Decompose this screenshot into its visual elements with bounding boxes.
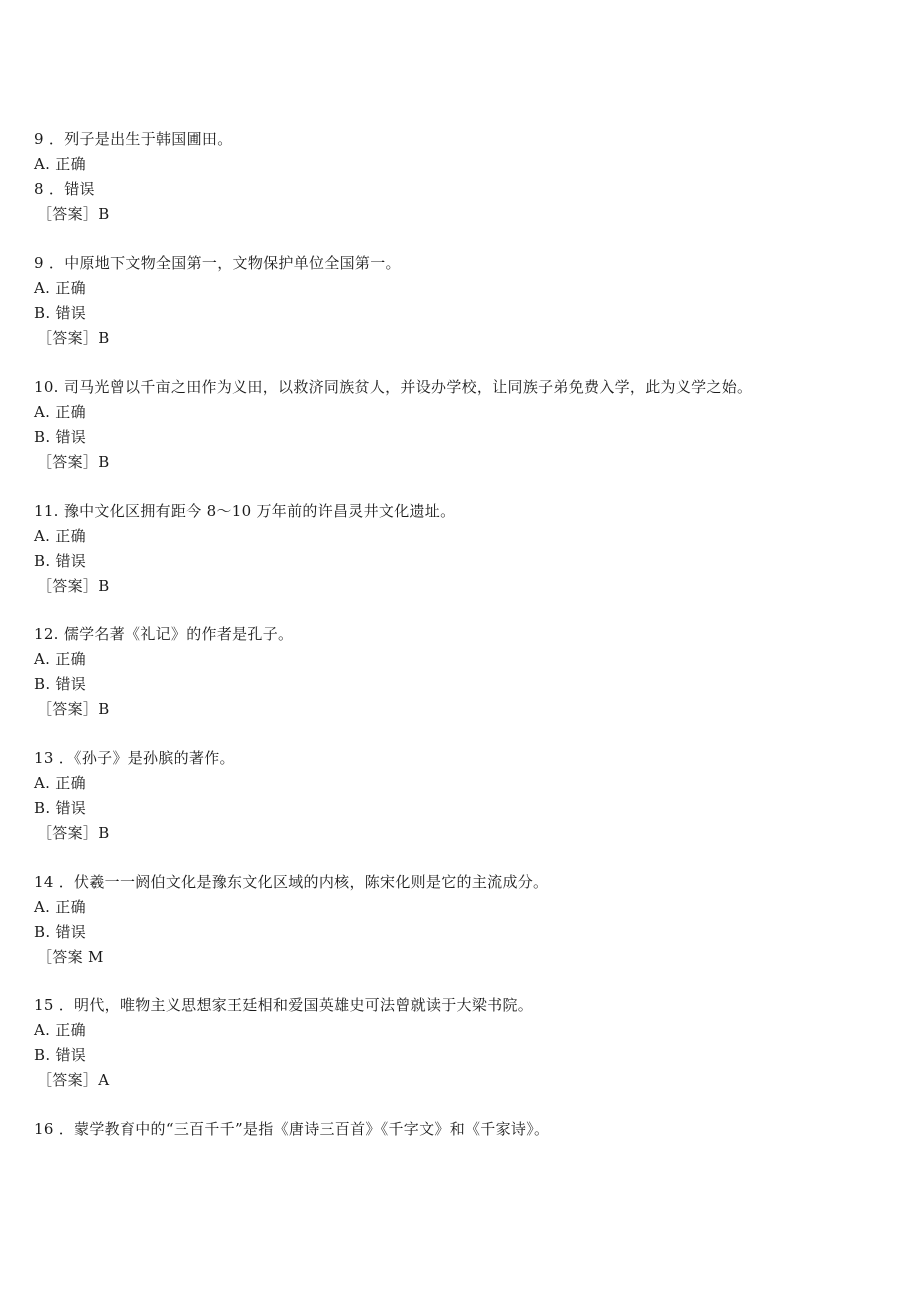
question-block [34,870,894,970]
answer-text: ［答案］B [37,205,110,223]
option-b: B. 错误 [34,304,87,322]
option-a: A. 正确 [34,898,86,916]
question-text: 16 ．蒙学教育中的“三百千千”是指《唐诗三百首》《千字文》和《千家诗》。 [34,1120,550,1138]
answer-text: ［答案］B [37,453,110,471]
question-text: 11. 豫中文化区拥有距今 8～10 万年前的许昌灵井文化遗址。 [34,502,456,520]
option-b: B. 错误 [34,1046,87,1064]
question-block [34,746,894,846]
option-a: A. 正确 [34,650,86,668]
option-a: A. 正确 [34,527,86,545]
question-text: 9 ．列子是出生于韩国圃田。 [34,130,233,148]
answer-text: ［答案 M [37,948,104,966]
option-a: A. 正确 [34,774,86,792]
question-text: 12. 儒学名著《礼记》的作者是孔子。 [34,625,294,643]
question-text: 15 ．明代，唯物主义思想家王廷相和爱国英雄史可法曾就读于大梁书院。 [34,996,534,1014]
option-a: A. 正确 [34,279,86,297]
option-b: B. 错误 [34,923,87,941]
option-b: B. 错误 [34,552,87,570]
question-text: 14 ．伏羲一一阏伯文化是豫东文化区域的内核，陈宋化则是它的主流成分。 [34,873,549,891]
question-block [34,1117,894,1142]
option-a: A. 正确 [34,403,86,421]
question-block [34,251,894,351]
option-b: B. 错误 [34,428,87,446]
question-text: 10. 司马光曾以千亩之田作为义田，以救济同族贫人，并设办学校，让同族子弟免费入学，此为义学之始。 [34,378,753,396]
option-a: A. 正确 [34,1021,86,1039]
answer-text: ［答案］B [37,577,110,595]
question-block [34,993,894,1093]
answer-text: ［答案］B [37,824,110,842]
option-a: A. 正确 [34,155,86,173]
question-block [34,622,894,722]
answer-text: ［答案］B [37,329,110,347]
question-block [34,375,894,475]
question-text: 13 ．《孙子》是孙膑的著作。 [34,749,235,767]
option-b: B. 错误 [34,675,87,693]
question-block [34,127,894,227]
option-b: 8 ．错误 [34,180,95,198]
answer-text: ［答案］A [37,1071,110,1089]
question-block [34,499,894,599]
option-b: B. 错误 [34,799,87,817]
answer-text: ［答案］B [37,700,110,718]
question-text: 9 ．中原地下文物全国第一，文物保护单位全国第一。 [34,254,401,272]
